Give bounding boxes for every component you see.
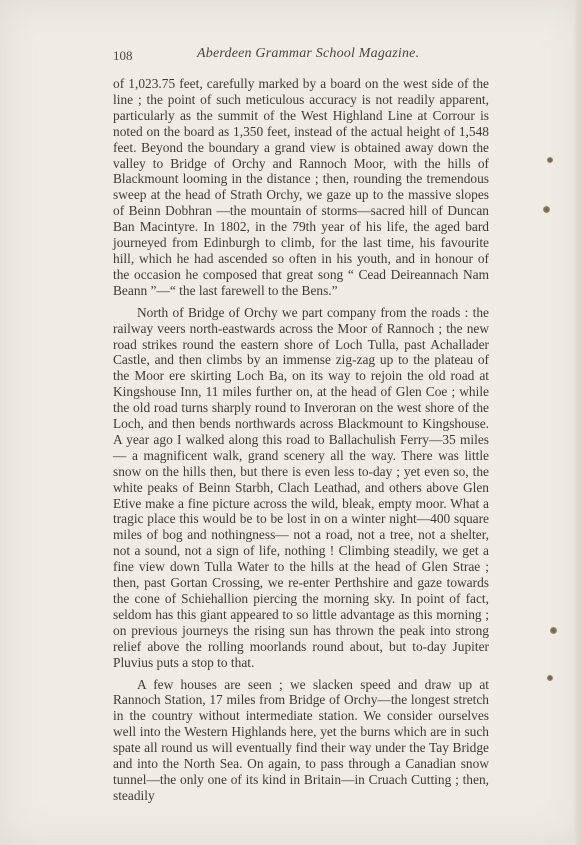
- running-title: Aberdeen Grammar School Magazine.: [197, 46, 420, 61]
- paper-spot: [550, 627, 557, 634]
- paragraph: of 1,023.75 feet, carefully marked by a board on the west side of the line ; the point of such meticulous accuracy is not readily apparent, particularly as the summit of the West Highland Line at Corrour is noted on the board as 1,350 feet, instead of the actual height of 1,548 feet. Beyond the boundary a grand view is obtained away down the valley to Bridge of Orchy and Rannoch Moor, with the hills of Blackmount looming in the distance ; then, rounding the tremendous sweep at the head of Strath Orchy, we gaze up to the massive slopes of Beinn Dobhran —the mountain of storms—sacred hill of Duncan Ban Macintyre. In 1802, in the 79th year of his life, the aged bard journeyed from Edinburgh to climb, for the last time, his favourite hill, which he had ascended so often in his youth, and in honour of the occasion he composed that great song “ Cead Deireannach Nam Beann ”—“ the last farewell to the Bens.”: [113, 76, 489, 298]
- paragraph: North of Bridge of Orchy we part company from the roads : the railway veers north-eastwards across the Moor of Rannoch ; the new road strikes round the eastern shore of Loch Tulla, past Achallader Castle, and then climbs by an immense zig-zag up to the plateau of the Moor ere skirting Loch Ba, on its way to rejoin the old road at Kingshouse Inn, 11 miles further on, at the head of Glen Coe ; while the old road turns sharply round to Inveroran on the west shore of the Loch, and then bends northwards across Blackmount to Kingshouse. A year ago I walked along this road to Ballachulish Ferry—35 miles— a magnificent walk, grand scenery all the way. There was little snow on the hills then, but there is even less to-day ; yet even so, the white peaks of Beinn Starbh, Clach Leathad, and others above Glen Etive make a fine picture across the wild, bleak, empty moor. What a tragic place this would be to be lost in on a winter night—400 square miles of bog and nothingness— not a road, not a tree, not a shelter, not a sound, not a sign of life, nothing ! Climbing steadily, we get a fine view down Tulla Water to the hills at the head of Glen Strae ; then, past Gortan Crossing, we re-enter Perthshire and gaze towards the cone of Schiehallion piercing the morning sky. In point of fact, seldom has this giant appeared to so little advantage as this morning ; on previous journeys the rising sun has thrown the peak into strong relief above the rolling moorlands round about, but to-day Jupiter Pluvius puts a stop to that.: [113, 304, 489, 670]
- page-edge: [574, 0, 582, 845]
- page-number: 108: [113, 48, 133, 63]
- page-header: [113, 44, 493, 66]
- paper-spot: [543, 206, 550, 213]
- paper-spot: [547, 157, 553, 163]
- paper-spot: [547, 675, 553, 681]
- paragraph: A few houses are seen ; we slacken speed and draw up at Rannoch Station, 17 miles from Bridge of Orchy—the longest stretch in the country without intermediate station. We consider ourselves well into the Western Highlands here, yet the burns which are in such spate all round us will eventually find their way under the Tay Bridge and into the North Sea. On again, to pass through a Canadian snow tunnel—the only one of its kind in Britain—in Cruach Cutting ; then, steadily: [113, 676, 489, 803]
- body-text: [113, 76, 489, 804]
